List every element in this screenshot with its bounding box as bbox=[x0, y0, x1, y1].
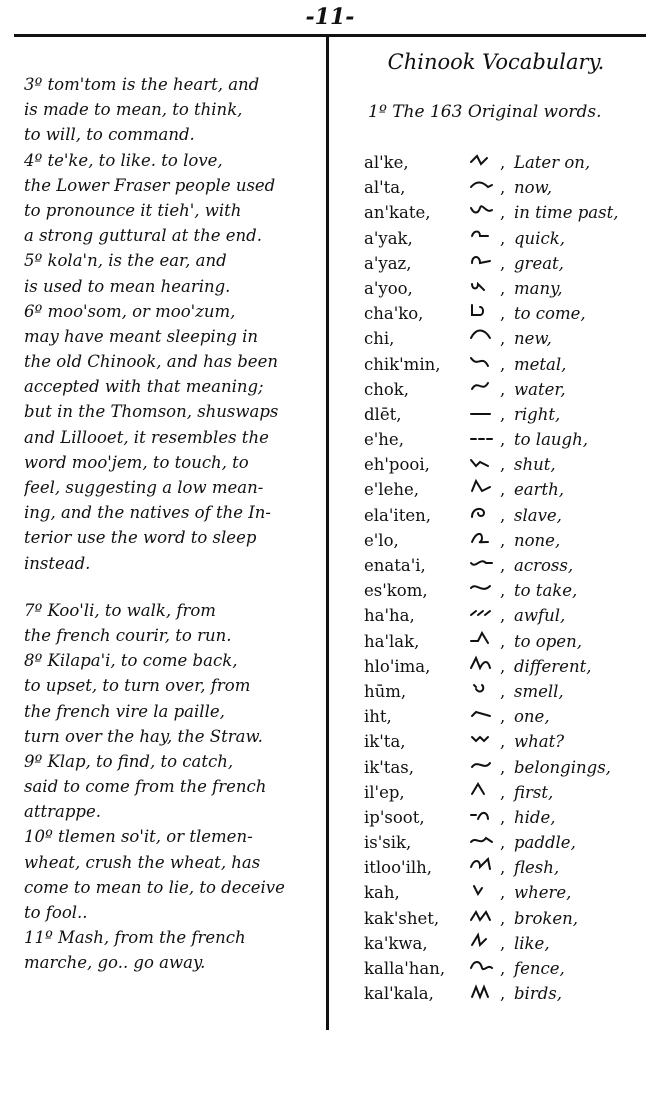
text-line: is made to mean, to think, bbox=[24, 100, 243, 120]
english-meaning: now, bbox=[514, 178, 552, 198]
english-meaning: none, bbox=[514, 530, 561, 550]
text-line: to will, to command. bbox=[24, 125, 195, 145]
english-meaning: water, bbox=[514, 379, 566, 399]
english-meaning: to take, bbox=[514, 581, 578, 601]
chinook-word: hlo'ima, bbox=[364, 656, 431, 676]
text-line: to upset, to turn over, from bbox=[24, 676, 251, 696]
separator-comma: , bbox=[500, 681, 506, 701]
column-divider bbox=[326, 36, 329, 1030]
vocabulary-entry bbox=[364, 729, 654, 754]
separator-comma: , bbox=[500, 807, 506, 827]
chinook-word: kal'kala, bbox=[364, 984, 434, 1004]
shorthand-symbol-icon bbox=[468, 452, 502, 472]
separator-comma: , bbox=[500, 329, 506, 349]
text-line: 6º moo'som, or moo'zum, bbox=[24, 301, 236, 321]
separator-comma: , bbox=[500, 732, 506, 752]
chinook-word: ha'lak, bbox=[364, 631, 420, 651]
shorthand-symbol-icon bbox=[468, 326, 502, 346]
separator-comma: , bbox=[500, 178, 506, 198]
shorthand-symbol-icon bbox=[468, 427, 502, 447]
separator-comma: , bbox=[500, 581, 506, 601]
vocabulary-entry bbox=[364, 402, 654, 427]
separator-comma: , bbox=[500, 883, 506, 903]
vocabulary-entry bbox=[364, 855, 654, 880]
text-line: to fool.. bbox=[24, 903, 88, 922]
text-line: instead. bbox=[24, 553, 91, 573]
shorthand-symbol-icon bbox=[468, 906, 502, 926]
shorthand-symbol-icon bbox=[468, 654, 502, 674]
text-line: said to come from the french bbox=[24, 777, 267, 797]
separator-comma: , bbox=[500, 908, 506, 928]
vocabulary-title: Chinook Vocabulary. bbox=[387, 50, 605, 74]
separator-comma: , bbox=[500, 656, 506, 676]
vocabulary-list bbox=[364, 150, 654, 1006]
separator-comma: , bbox=[500, 404, 506, 424]
text-line: 7º Koo'li, to walk, from bbox=[24, 600, 216, 620]
chinook-word: an'kate, bbox=[364, 203, 431, 223]
text-line: the Lower Fraser people used bbox=[24, 175, 276, 195]
shorthand-symbol-icon bbox=[468, 150, 502, 170]
text-line: come to mean to lie, to deceive bbox=[24, 877, 285, 897]
chinook-word: e'lo, bbox=[364, 530, 399, 550]
text-line: terior use the word to sleep bbox=[24, 528, 257, 548]
text-line: the french courir, to run. bbox=[24, 625, 232, 645]
vocabulary-entry bbox=[364, 830, 654, 855]
text-line: the french vire la paille, bbox=[24, 701, 225, 721]
vocabulary-entry bbox=[364, 326, 654, 351]
vocabulary-entry bbox=[364, 755, 654, 780]
vocabulary-entry bbox=[364, 578, 654, 603]
english-meaning: broken, bbox=[514, 908, 579, 928]
chinook-word: il'ep, bbox=[364, 782, 405, 802]
text-line: 5º kola'n, is the ear, and bbox=[24, 251, 227, 271]
english-meaning: flesh, bbox=[514, 858, 560, 878]
chinook-word: kah, bbox=[364, 883, 400, 903]
text-line: and Lillooet, it resembles the bbox=[24, 427, 269, 447]
english-meaning: awful, bbox=[514, 606, 566, 626]
chinook-word: eh'pooi, bbox=[364, 455, 430, 475]
shorthand-symbol-icon bbox=[468, 553, 502, 573]
vocabulary-entry bbox=[364, 780, 654, 805]
vocabulary-entry bbox=[364, 956, 654, 981]
vocabulary-entry bbox=[364, 352, 654, 377]
english-meaning: in time past, bbox=[514, 203, 619, 223]
shorthand-symbol-icon bbox=[468, 251, 502, 271]
english-meaning: different, bbox=[514, 656, 592, 676]
english-meaning: first, bbox=[514, 782, 554, 802]
shorthand-symbol-icon bbox=[468, 880, 502, 900]
shorthand-symbol-icon bbox=[468, 301, 502, 321]
text-line: accepted with that meaning; bbox=[24, 377, 264, 397]
english-meaning: across, bbox=[514, 556, 574, 575]
chinook-word: itloo'ilh, bbox=[364, 858, 433, 878]
english-meaning: slave, bbox=[514, 505, 562, 525]
shorthand-symbol-icon bbox=[468, 755, 502, 775]
vocabulary-entry bbox=[364, 553, 654, 578]
chinook-word: es'kom, bbox=[364, 581, 428, 601]
chinook-word: ik'ta, bbox=[364, 732, 406, 752]
chinook-word: kak'shet, bbox=[364, 908, 440, 928]
shorthand-symbol-icon bbox=[468, 855, 502, 875]
separator-comma: , bbox=[500, 304, 506, 324]
separator-comma: , bbox=[500, 782, 506, 802]
shorthand-symbol-icon bbox=[468, 931, 502, 951]
vocabulary-entry bbox=[364, 276, 654, 301]
vocabulary-entry bbox=[364, 150, 654, 175]
chinook-word: e'he, bbox=[364, 430, 404, 450]
shorthand-symbol-icon bbox=[468, 578, 502, 598]
chinook-word: ha'ha, bbox=[364, 606, 415, 626]
top-rule bbox=[14, 34, 646, 37]
separator-comma: , bbox=[500, 505, 506, 525]
vocabulary-entry bbox=[364, 226, 654, 251]
vocabulary-entry bbox=[364, 906, 654, 931]
shorthand-symbol-icon bbox=[468, 377, 502, 397]
separator-comma: , bbox=[500, 379, 506, 399]
separator-comma: , bbox=[500, 455, 506, 475]
chinook-word: chik'min, bbox=[364, 354, 441, 374]
separator-comma: , bbox=[500, 253, 506, 273]
text-line: wheat, crush the wheat, has bbox=[24, 852, 261, 872]
english-meaning: to laugh, bbox=[514, 430, 588, 450]
chinook-word: is'sik, bbox=[364, 833, 412, 853]
shorthand-symbol-icon bbox=[468, 780, 502, 800]
english-meaning: quick, bbox=[514, 228, 565, 248]
separator-comma: , bbox=[500, 933, 506, 953]
shorthand-symbol-icon bbox=[468, 704, 502, 724]
english-meaning: great, bbox=[514, 253, 564, 273]
text-line: the old Chinook, and has been bbox=[24, 352, 278, 372]
vocabulary-entry bbox=[364, 880, 654, 905]
vocabulary-entry bbox=[364, 528, 654, 553]
shorthand-symbol-icon bbox=[468, 528, 502, 548]
chinook-word: a'yak, bbox=[364, 228, 413, 248]
chinook-word: al'ta, bbox=[364, 178, 406, 198]
vocabulary-entry bbox=[364, 175, 654, 200]
left-column bbox=[24, 72, 314, 976]
separator-comma: , bbox=[500, 833, 506, 853]
english-meaning: birds, bbox=[514, 984, 563, 1004]
text-line: feel, suggesting a low mean- bbox=[24, 478, 264, 497]
shorthand-symbol-icon bbox=[468, 503, 502, 523]
shorthand-symbol-icon bbox=[468, 805, 502, 825]
english-meaning: shut, bbox=[514, 455, 556, 475]
english-meaning: smell, bbox=[514, 681, 564, 701]
vocabulary-entry bbox=[364, 477, 654, 502]
text-line: ing, and the natives of the In- bbox=[24, 503, 271, 523]
chinook-word: hūm, bbox=[364, 681, 407, 701]
separator-comma: , bbox=[500, 606, 506, 626]
shorthand-symbol-icon bbox=[468, 402, 502, 422]
text-line: turn over the hay, the Straw. bbox=[24, 726, 263, 746]
separator-comma: , bbox=[500, 430, 506, 450]
vocabulary-entry bbox=[364, 452, 654, 477]
english-meaning: to open, bbox=[514, 631, 582, 651]
text-line: is used to mean hearing. bbox=[24, 276, 231, 296]
text-line: 8º Kilapa'i, to come back, bbox=[24, 651, 238, 671]
shorthand-symbol-icon bbox=[468, 226, 502, 246]
english-meaning: hide, bbox=[514, 807, 556, 827]
chinook-word: chok, bbox=[364, 379, 410, 399]
chinook-word: ela'iten, bbox=[364, 505, 431, 525]
page-number: -11- bbox=[305, 4, 355, 30]
text-line: 9º Klap, to find, to catch, bbox=[24, 751, 234, 771]
separator-comma: , bbox=[500, 959, 506, 978]
vocabulary-entry bbox=[364, 251, 654, 276]
shorthand-symbol-icon bbox=[468, 629, 502, 649]
chinook-word: iht, bbox=[364, 707, 392, 727]
vocabulary-entry bbox=[364, 981, 654, 1006]
vocabulary-entry bbox=[364, 931, 654, 956]
chinook-word: ik'tas, bbox=[364, 757, 414, 777]
text-line: a strong guttural at the end. bbox=[24, 226, 262, 246]
vocabulary-entry bbox=[364, 805, 654, 830]
separator-comma: , bbox=[500, 757, 506, 777]
chinook-word: ip'soot, bbox=[364, 807, 425, 827]
separator-comma: , bbox=[500, 153, 506, 172]
shorthand-symbol-icon bbox=[468, 956, 502, 976]
chinook-word: al'ke, bbox=[364, 153, 409, 172]
english-meaning: earth, bbox=[514, 480, 564, 500]
paragraph-gap bbox=[24, 576, 314, 598]
shorthand-symbol-icon bbox=[468, 200, 502, 220]
english-meaning: fence, bbox=[514, 959, 565, 978]
text-line: word moo'jem, to touch, to bbox=[24, 452, 249, 472]
english-meaning: one, bbox=[514, 707, 550, 727]
english-meaning: paddle, bbox=[514, 833, 576, 853]
chinook-word: dlēt, bbox=[364, 404, 402, 424]
text-line: to pronounce it tieh', with bbox=[24, 200, 242, 220]
text-line: attrappe. bbox=[24, 802, 101, 822]
english-meaning: like, bbox=[514, 933, 550, 953]
chinook-word: a'yoo, bbox=[364, 278, 413, 298]
vocabulary-entry bbox=[364, 679, 654, 704]
english-meaning: what? bbox=[514, 732, 565, 752]
text-line: may have meant sleeping in bbox=[24, 326, 259, 346]
shorthand-symbol-icon bbox=[468, 477, 502, 497]
vocabulary-entry bbox=[364, 704, 654, 729]
english-meaning: where, bbox=[514, 883, 572, 903]
chinook-word: e'lehe, bbox=[364, 480, 419, 500]
separator-comma: , bbox=[500, 556, 506, 575]
vocabulary-entry bbox=[364, 301, 654, 326]
english-meaning: right, bbox=[514, 404, 561, 424]
vocabulary-entry bbox=[364, 603, 654, 628]
text-line: 10º tlemen so'it, or tlemen- bbox=[24, 827, 253, 847]
separator-comma: , bbox=[500, 984, 506, 1004]
chinook-word: ka'kwa, bbox=[364, 933, 428, 953]
shorthand-symbol-icon bbox=[468, 276, 502, 296]
vocabulary-entry bbox=[364, 503, 654, 528]
shorthand-symbol-icon bbox=[468, 603, 502, 623]
text-line: marche, go.. go away. bbox=[24, 953, 206, 973]
vocabulary-entry bbox=[364, 654, 654, 679]
english-meaning: belongings, bbox=[514, 757, 611, 777]
chinook-word: chi, bbox=[364, 329, 395, 349]
separator-comma: , bbox=[500, 354, 506, 374]
separator-comma: , bbox=[500, 858, 506, 878]
english-meaning: metal, bbox=[514, 354, 567, 374]
separator-comma: , bbox=[500, 228, 506, 248]
vocabulary-entry bbox=[364, 377, 654, 402]
separator-comma: , bbox=[500, 278, 506, 298]
text-line: 11º Mash, from the french bbox=[24, 928, 246, 948]
separator-comma: , bbox=[500, 530, 506, 550]
separator-comma: , bbox=[500, 631, 506, 651]
text-line: but in the Thomson, shuswaps bbox=[24, 402, 279, 422]
separator-comma: , bbox=[500, 480, 506, 500]
shorthand-symbol-icon bbox=[468, 981, 502, 1001]
shorthand-symbol-icon bbox=[468, 175, 502, 195]
chinook-word: kalla'han, bbox=[364, 959, 446, 978]
vocabulary-entry bbox=[364, 200, 654, 225]
vocabulary-entry bbox=[364, 629, 654, 654]
english-meaning: Later on, bbox=[514, 153, 591, 172]
text-line: 4º te'ke, to like. to love, bbox=[24, 150, 223, 170]
separator-comma: , bbox=[500, 707, 506, 727]
chinook-word: cha'ko, bbox=[364, 304, 424, 324]
english-meaning: many, bbox=[514, 278, 563, 298]
english-meaning: to come, bbox=[514, 304, 586, 324]
shorthand-symbol-icon bbox=[468, 729, 502, 749]
english-meaning: new, bbox=[514, 329, 552, 349]
text-line: 3º tom'tom is the heart, and bbox=[24, 75, 260, 94]
chinook-word: enata'i, bbox=[364, 556, 426, 575]
vocabulary-subtitle: 1º The 163 Original words. bbox=[368, 102, 602, 122]
separator-comma: , bbox=[500, 203, 506, 223]
shorthand-symbol-icon bbox=[468, 679, 502, 699]
vocabulary-entry bbox=[364, 427, 654, 452]
shorthand-symbol-icon bbox=[468, 830, 502, 850]
chinook-word: a'yaz, bbox=[364, 253, 412, 273]
shorthand-symbol-icon bbox=[468, 352, 502, 372]
